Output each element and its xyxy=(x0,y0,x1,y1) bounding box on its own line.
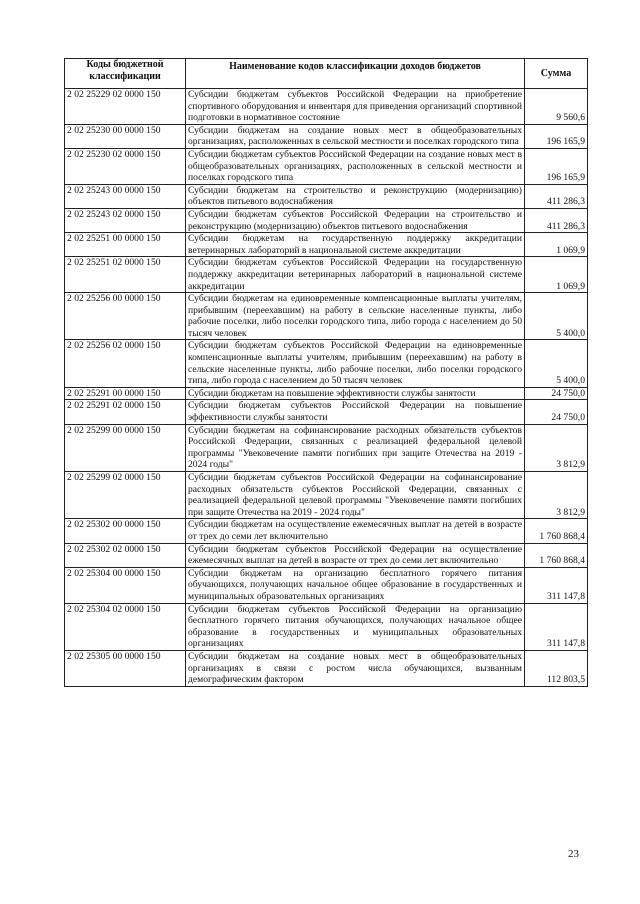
table-header-row xyxy=(65,59,588,89)
row-code: 2 02 25304 02 0000 150 xyxy=(65,603,186,650)
table-row xyxy=(65,208,588,232)
row-code: 2 02 25229 02 0000 150 xyxy=(65,89,186,125)
row-name: Субсидии бюджетам субъектов Российской Федерации на создание новых мест в общеобразовательных организациях, расположенных в сельской местности и поселках городского типа xyxy=(186,148,525,184)
document-page xyxy=(64,58,587,687)
row-sum: 1 069,9 xyxy=(525,257,588,293)
page-number: 23 xyxy=(568,848,579,860)
row-code: 2 02 25256 02 0000 150 xyxy=(65,340,186,387)
row-name: Субсидии бюджетам субъектов Российской Федерации на организацию бесплатного горячего питания обучающихся, получающих начальное общее образование в государственных и муниципальных образовательных организациях xyxy=(186,603,525,650)
row-code: 2 02 25230 00 0000 150 xyxy=(65,124,186,148)
table-row xyxy=(65,293,588,340)
row-code: 2 02 25243 00 0000 150 xyxy=(65,184,186,208)
table-row xyxy=(65,543,588,567)
row-name: Субсидии бюджетам на единовременные компенсационные выплаты учителям, прибывшим (переехавшим) на работу в сельские населенные пункты, либо рабочие поселки, либо поселки городского типа, либо города с населением до 50 тысяч человек xyxy=(186,293,525,340)
row-code: 2 02 25305 00 0000 150 xyxy=(65,650,186,686)
row-code: 2 02 25302 02 0000 150 xyxy=(65,543,186,567)
row-code: 2 02 25304 00 0000 150 xyxy=(65,567,186,603)
budget-table xyxy=(64,58,588,687)
table-row xyxy=(65,603,588,650)
row-name: Субсидии бюджетам на организацию бесплатного горячего питания обучающихся, получающих начальное общее образование в государственных и муниципальных образовательных организациях xyxy=(186,567,525,603)
row-code: 2 02 25299 02 0000 150 xyxy=(65,472,186,519)
row-name: Субсидии бюджетам субъектов Российской Федерации на строительство и реконструкцию (модернизацию) объектов питьевого водоснабжения xyxy=(186,208,525,232)
table-row xyxy=(65,519,588,543)
table-row xyxy=(65,148,588,184)
row-sum: 3 812,9 xyxy=(525,424,588,471)
row-code: 2 02 25299 00 0000 150 xyxy=(65,424,186,471)
row-name: Субсидии бюджетам субъектов Российской Федерации на осуществление ежемесячных выплат на детей в возрасте от трех до семи лет включительно xyxy=(186,543,525,567)
table-row xyxy=(65,233,588,257)
row-code: 2 02 25251 02 0000 150 xyxy=(65,257,186,293)
row-name: Субсидии бюджетам субъектов Российской Федерации на повышение эффективности службы занятости xyxy=(186,400,525,424)
row-code: 2 02 25302 00 0000 150 xyxy=(65,519,186,543)
row-code: 2 02 25230 02 0000 150 xyxy=(65,148,186,184)
table-row xyxy=(65,650,588,686)
row-sum: 311 147,8 xyxy=(525,567,588,603)
row-sum: 411 286,3 xyxy=(525,208,588,232)
row-sum: 411 286,3 xyxy=(525,184,588,208)
row-name: Субсидии бюджетам на повышение эффективности службы занятости xyxy=(186,387,525,400)
row-name: Субсидии бюджетам на создание новых мест в общеобразовательных организациях в связи с ростом числа обучающихся, вызванным демографическим фактором xyxy=(186,650,525,686)
row-sum: 5 400,0 xyxy=(525,340,588,387)
row-code: 2 02 25291 02 0000 150 xyxy=(65,400,186,424)
row-code: 2 02 25243 02 0000 150 xyxy=(65,208,186,232)
table-row xyxy=(65,184,588,208)
row-sum: 112 803,5 xyxy=(525,650,588,686)
table-row xyxy=(65,387,588,400)
row-name: Субсидии бюджетам на создание новых мест в общеобразовательных организациях, расположенных в сельской местности и поселках городского типа xyxy=(186,124,525,148)
row-sum: 196 165,9 xyxy=(525,148,588,184)
row-code: 2 02 25256 00 0000 150 xyxy=(65,293,186,340)
table-row xyxy=(65,472,588,519)
row-name: Субсидии бюджетам на осуществление ежемесячных выплат на детей в возрасте от трех до семи лет включительно xyxy=(186,519,525,543)
row-code: 2 02 25291 00 0000 150 xyxy=(65,387,186,400)
row-sum: 24 750,0 xyxy=(525,400,588,424)
row-name: Субсидии бюджетам субъектов Российской Федерации на единовременные компенсационные выплаты учителям, прибывшим (переехавшим) на работу в сельские населенные пункты, либо рабочие поселки, либо поселки городского типа, либо города с населением до 50 тысяч человек xyxy=(186,340,525,387)
table-row xyxy=(65,89,588,125)
table-row xyxy=(65,567,588,603)
row-sum: 1 760 868,4 xyxy=(525,519,588,543)
row-sum: 1 069,9 xyxy=(525,233,588,257)
table-row xyxy=(65,257,588,293)
header-sum: Сумма xyxy=(525,59,588,89)
row-name: Субсидии бюджетам на государственную поддержку аккредитации ветеринарных лабораторий в национальной системе аккредитации xyxy=(186,233,525,257)
row-sum: 196 165,9 xyxy=(525,124,588,148)
row-sum: 5 400,0 xyxy=(525,293,588,340)
header-name: Наименование кодов классификации доходов бюджетов xyxy=(186,59,525,89)
row-sum: 9 560,6 xyxy=(525,89,588,125)
table-body xyxy=(65,89,588,687)
row-sum: 311 147,8 xyxy=(525,603,588,650)
row-name: Субсидии бюджетам субъектов Российской Федерации на приобретение спортивного оборудования и инвентаря для приведения организаций спортивной подготовки в нормативное состояние xyxy=(186,89,525,125)
row-name: Субсидии бюджетам субъектов Российской Федерации на государственную поддержку аккредитации ветеринарных лабораторий в национальной системе аккредитации xyxy=(186,257,525,293)
header-codes: Коды бюджетной классификации xyxy=(65,59,186,89)
row-sum: 1 760 868,4 xyxy=(525,543,588,567)
row-sum: 24 750,0 xyxy=(525,387,588,400)
table-row xyxy=(65,124,588,148)
row-code: 2 02 25251 00 0000 150 xyxy=(65,233,186,257)
row-name: Субсидии бюджетам субъектов Российской Федерации на софинансирование расходных обязательств субъектов Российской Федерации, связанных с реализацией федеральной целевой программы "Увековечение памяти погибших при защите Отечества на 2019 - 2024 годы" xyxy=(186,472,525,519)
table-row xyxy=(65,424,588,471)
row-name: Субсидии бюджетам на софинансирование расходных обязательств субъектов Российской Федерации, связанных с реализацией федеральной целевой программы "Увековечение памяти погибших при защите Отечества на 2019 - 2024 годы" xyxy=(186,424,525,471)
table-row xyxy=(65,400,588,424)
table-row xyxy=(65,340,588,387)
row-name: Субсидии бюджетам на строительство и реконструкцию (модернизацию) объектов питьевого водоснабжения xyxy=(186,184,525,208)
row-sum: 3 812,9 xyxy=(525,472,588,519)
